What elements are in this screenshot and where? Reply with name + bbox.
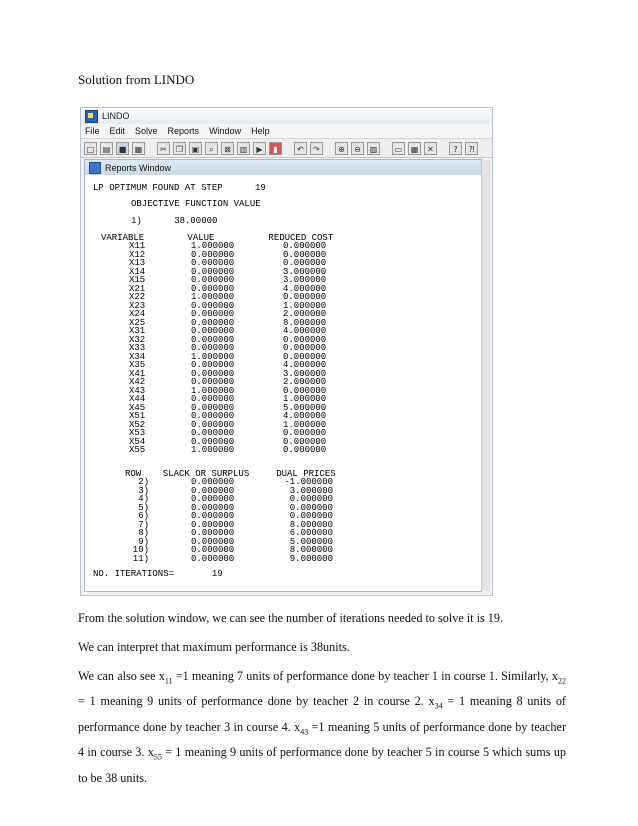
variable-value: 1.000000	[191, 445, 235, 455]
paste-icon[interactable]: ▣	[189, 142, 202, 155]
variable-name: X31	[129, 326, 146, 336]
variable-value: 1.000000	[191, 292, 235, 302]
cascade-icon[interactable]: ▭	[392, 142, 405, 155]
reduced-cost: 2.000000	[283, 377, 327, 387]
reduced-cost: 5.000000	[283, 402, 327, 413]
reduced-cost: 4.000000	[283, 411, 327, 421]
row-number: 3)	[138, 485, 149, 496]
variable-value: 1.000000	[191, 241, 235, 251]
dual-price: 6.000000	[289, 528, 333, 538]
variable-value: 1.000000	[191, 385, 235, 396]
objective-row: 1) 38.00000	[131, 216, 218, 226]
zoom-out-icon[interactable]: ⊖	[351, 142, 364, 155]
variable-name: X41	[129, 368, 146, 379]
variable-value: 0.000000	[191, 326, 235, 336]
stop-icon[interactable]: ▮	[269, 142, 282, 155]
dual-price: 0.000000	[289, 494, 333, 504]
variable-value: 0.000000	[191, 317, 235, 328]
variable-value: 1.000000	[191, 351, 235, 362]
options-icon[interactable]: ▥	[237, 142, 250, 155]
undo-icon[interactable]: ↶	[294, 142, 307, 155]
variable-name: X22	[129, 292, 146, 302]
variable-name: X14	[129, 266, 146, 277]
reduced-cost: 0.000000	[283, 334, 327, 345]
lindo-app-icon	[85, 110, 98, 123]
slack-value: 0.000000	[191, 502, 235, 513]
variable-name: X15	[129, 275, 146, 285]
copy-icon[interactable]: ❐	[173, 142, 186, 155]
new-file-icon[interactable]: □	[84, 142, 97, 155]
reduced-cost: 3.000000	[283, 368, 327, 379]
variable-name: X52	[129, 419, 146, 430]
dual-price: 5.000000	[289, 536, 333, 547]
row-number: 10)	[132, 545, 149, 555]
reduced-cost: 3.000000	[283, 266, 327, 277]
slack-column	[191, 478, 234, 563]
slack-value: 0.000000	[191, 511, 235, 521]
variable-name: X23	[129, 300, 146, 311]
menu-bar	[81, 124, 492, 138]
row-number: 7)	[138, 519, 149, 530]
variable-name: X43	[129, 385, 146, 396]
paragraph-iterations: From the solution window, we can see the number of iterations needed to solve it is 19.	[78, 611, 504, 625]
find-icon[interactable]: ⌕	[205, 142, 218, 155]
variable-value: 0.000000	[191, 300, 235, 311]
slack-value: 0.000000	[191, 477, 235, 487]
row-number: 2)	[138, 477, 149, 487]
reduced-cost: 4.000000	[283, 360, 327, 370]
menu-reports[interactable]: Reports	[167, 126, 200, 136]
reduced-cost: 0.000000	[283, 445, 327, 455]
reduced-cost: 1.000000	[283, 300, 327, 311]
dual-price: -1.000000	[284, 477, 333, 487]
row-number: 4)	[138, 494, 149, 504]
slack-value: 0.000000	[191, 485, 235, 496]
row-number: 5)	[138, 502, 149, 513]
vertical-scrollbar[interactable]	[481, 160, 490, 591]
window-title: LINDO	[102, 111, 130, 121]
page-heading: Solution from LINDO	[78, 72, 195, 87]
variable-name: X53	[129, 428, 146, 438]
variable-header: VARIABLE VALUE REDUCED COST	[101, 233, 334, 243]
menu-window[interactable]: Window	[209, 126, 242, 136]
variable-name: X44	[129, 394, 146, 404]
row-header: ROW SLACK OR SURPLUS DUAL PRICES	[125, 469, 336, 479]
reduced-cost: 0.000000	[283, 258, 327, 268]
slack-value: 0.000000	[191, 553, 235, 564]
variable-name: X42	[129, 377, 146, 387]
zoom-icon[interactable]: ⊕	[335, 142, 348, 155]
variable-name: X32	[129, 334, 146, 345]
reduced-cost: 0.000000	[283, 292, 327, 302]
variable-name: X24	[129, 309, 146, 319]
row-number: 6)	[138, 511, 149, 521]
reports-window-icon	[89, 162, 101, 174]
reduced-cost: 0.000000	[283, 249, 327, 260]
variable-value: 0.000000	[191, 436, 235, 447]
reduced-cost: 0.000000	[283, 385, 327, 396]
lindo-window	[80, 107, 493, 596]
picture-icon[interactable]: ▧	[367, 142, 380, 155]
variable-value: 0.000000	[191, 249, 235, 260]
variable-name: X12	[129, 249, 146, 260]
variable-name: X45	[129, 402, 146, 413]
variable-value: 0.000000	[191, 309, 235, 319]
variable-name: X25	[129, 317, 146, 328]
open-file-icon[interactable]: ▤	[100, 142, 113, 155]
toolbar	[81, 138, 492, 158]
variable-value: 0.000000	[191, 343, 235, 353]
go-to-line-icon[interactable]: ⊠	[221, 142, 234, 155]
reduced-cost: 4.000000	[283, 326, 327, 336]
redo-icon[interactable]: ↷	[310, 142, 323, 155]
paragraph-interpretation: We can also see $x_{11} =1$ meaning 7 units of performance done by teacher 1 in course 1. Similarly, $x_{22} = 1$ meaning 9 units of performance done by teacher 2 in course 2. $x_{34} = 1$ meaning 8 units of performance done by teacher 3 in course 4. $x_{43} =1$ meaning 5 units of performance done by teacher 4 in course 3. $x_{55} = 1$ meaning 9 units of performance done by teacher 5 in course 5 which sums up to be 38 units.	[78, 669, 566, 785]
reduced-cost: 0.000000	[283, 428, 327, 438]
row-number: 11)	[132, 553, 149, 564]
variable-value: 0.000000	[191, 283, 235, 294]
variable-value: 0.000000	[191, 428, 235, 438]
print-icon[interactable]: ▦	[132, 142, 145, 155]
reports-title: Reports Window	[105, 162, 172, 173]
dual-price: 8.000000	[289, 545, 333, 555]
paragraph-max-performance: We can interpret that maximum performance is 38units.	[78, 640, 350, 654]
close-all-icon[interactable]: ✕	[424, 142, 437, 155]
slack-value: 0.000000	[191, 519, 235, 530]
variable-name: X54	[129, 436, 146, 447]
slack-value: 0.000000	[191, 545, 235, 555]
help-icon[interactable]: ?	[449, 142, 462, 155]
variable-value: 0.000000	[191, 419, 235, 430]
reduced-cost: 0.000000	[283, 343, 327, 353]
reduced-cost: 1.000000	[283, 394, 327, 404]
variable-name: X51	[129, 411, 146, 421]
reduced-cost: 4.000000	[283, 283, 327, 294]
reduced-cost: 0.000000	[283, 436, 327, 447]
variable-name: X34	[129, 351, 146, 362]
reduced-cost: 2.000000	[283, 309, 327, 319]
variable-value: 0.000000	[191, 377, 235, 387]
dual-price: 3.000000	[289, 485, 333, 496]
menu-file[interactable]: File	[85, 126, 100, 136]
variable-value: 0.000000	[191, 334, 235, 345]
variable-value: 0.000000	[191, 368, 235, 379]
reduced-cost-column	[283, 242, 326, 455]
variable-value: 0.000000	[191, 360, 235, 370]
variable-name: X55	[129, 445, 146, 455]
dual-prices-column	[277, 478, 333, 563]
slack-value: 0.000000	[191, 494, 235, 504]
reports-window	[84, 159, 482, 592]
menu-edit[interactable]: Edit	[109, 126, 126, 136]
slack-value: 0.000000	[191, 528, 235, 538]
reports-titlebar	[85, 160, 481, 175]
row-numbers-column	[125, 478, 149, 563]
variable-value: 0.000000	[191, 275, 235, 285]
variable-name: X13	[129, 258, 146, 268]
dual-price: 0.000000	[289, 502, 333, 513]
dual-price: 8.000000	[289, 519, 333, 530]
reduced-cost: 0.000000	[283, 351, 327, 362]
reduced-cost: 3.000000	[283, 275, 327, 285]
variable-name: X33	[129, 343, 146, 353]
reduced-cost: 1.000000	[283, 419, 327, 430]
dual-price: 9.000000	[289, 553, 333, 564]
variable-value: 0.000000	[191, 411, 235, 421]
variable-name: X11	[129, 241, 146, 251]
cut-icon[interactable]: ✂	[157, 142, 170, 155]
dual-price: 0.000000	[289, 511, 333, 521]
context-help-icon[interactable]: ⁈	[465, 142, 478, 155]
save-icon[interactable]: ■	[116, 142, 129, 155]
solve-icon[interactable]: ▶	[253, 142, 266, 155]
variable-values-column	[191, 242, 234, 455]
menu-help[interactable]: Help	[251, 126, 270, 136]
tile-icon[interactable]: ▦	[408, 142, 421, 155]
menu-solve[interactable]: Solve	[135, 126, 158, 136]
variable-name: X21	[129, 283, 146, 294]
variable-value: 0.000000	[191, 394, 235, 404]
report-text	[85, 176, 481, 591]
variable-value: 0.000000	[191, 266, 235, 277]
slack-value: 0.000000	[191, 536, 235, 547]
row-number: 8)	[138, 528, 149, 538]
variable-value: 0.000000	[191, 258, 235, 268]
row-number: 9)	[138, 536, 149, 547]
optimum-line: LP OPTIMUM FOUND AT STEP 19	[93, 183, 266, 193]
iterations-line: NO. ITERATIONS= 19	[93, 569, 223, 579]
variable-name: X35	[129, 360, 146, 370]
variable-names-column	[129, 242, 145, 455]
objective-label: OBJECTIVE FUNCTION VALUE	[131, 199, 261, 209]
window-titlebar	[81, 108, 492, 124]
reduced-cost: 8.000000	[283, 317, 327, 328]
reduced-cost: 0.000000	[283, 241, 327, 251]
variable-value: 0.000000	[191, 402, 235, 413]
